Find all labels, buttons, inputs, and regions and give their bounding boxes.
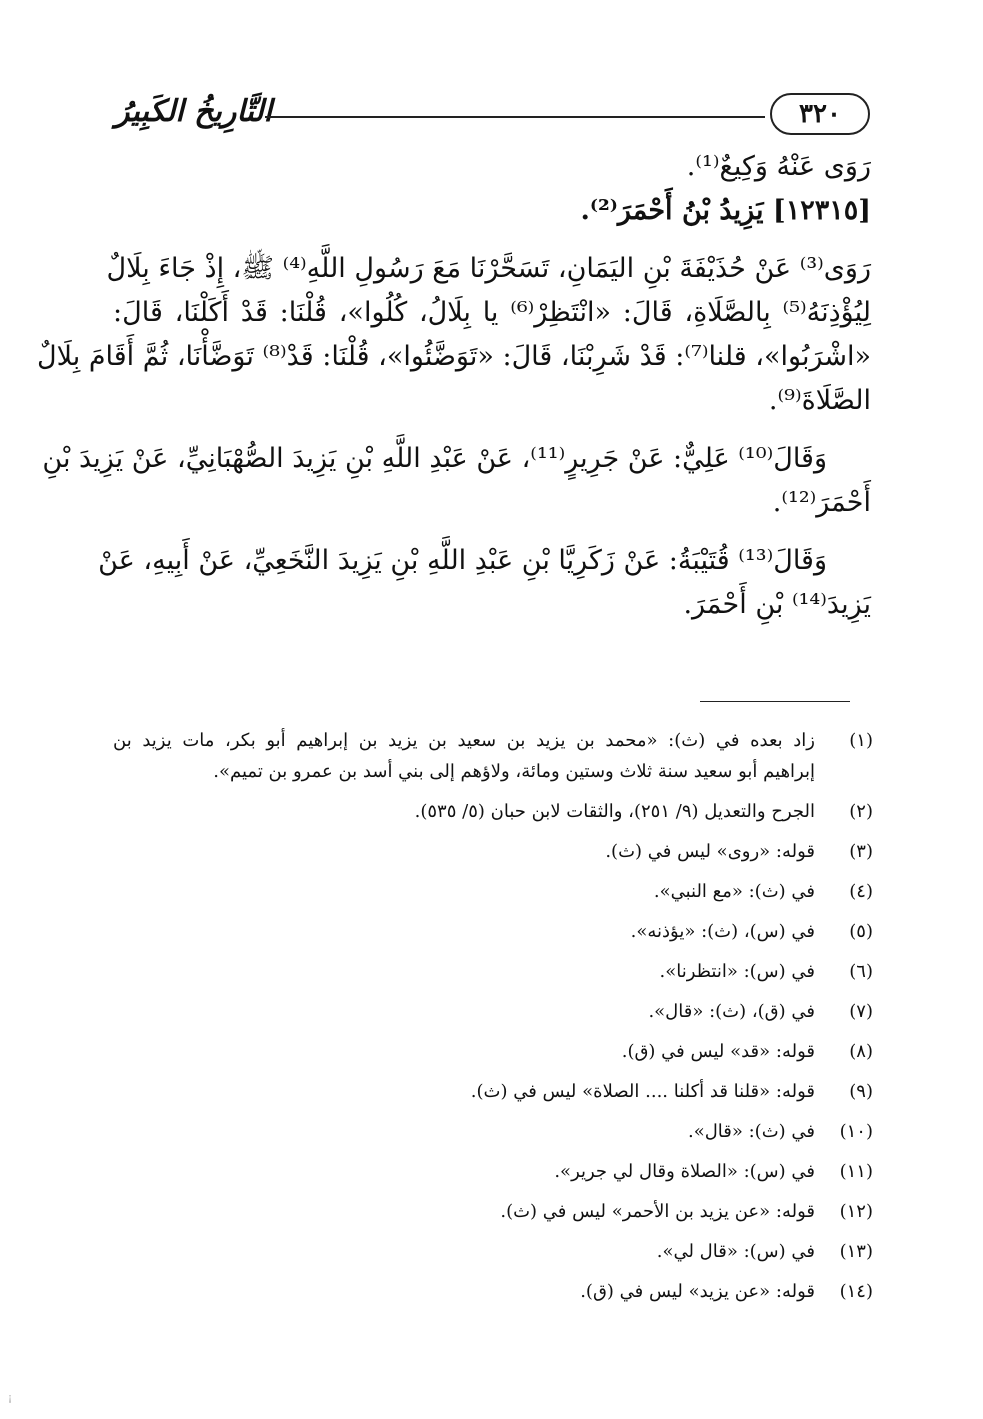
page-header [115, 92, 870, 142]
footnote-line: زاد بعده في (ث): «محمد بن يزيد بن سعيد بن يزيد بن إبراهيم أبو بكر، مات يزيد بن [113, 730, 815, 751]
footnote-text: قوله: «عن يزيد» ليس في (ق). [580, 1281, 815, 1302]
footnote [113, 1076, 873, 1107]
footnote-separator [700, 701, 850, 702]
footnote-text: في (س): «قال لي». [656, 1241, 815, 1262]
corner-mark: ¡ [8, 1393, 13, 1404]
footnote-text: في (س): «الصلاة وقال لي جرير». [554, 1161, 815, 1182]
footnote-number: (١٤) [839, 1281, 873, 1302]
footnote [113, 1036, 873, 1067]
footnote-line: إبراهيم أبو سعيد سنة ثلاث وستين ومائة، ولاؤهم إلى بني أسد بن عمرو بن تميم». [213, 761, 815, 782]
footnote-number: (٢) [849, 801, 873, 822]
footnote-number: (١٢) [839, 1201, 873, 1222]
footnote-number: (٨) [849, 1041, 873, 1062]
footnote [113, 725, 873, 787]
footnote-number: (٣) [849, 841, 873, 862]
footnote-text: قوله: «عن يزيد بن الأحمر» ليس في (ث). [500, 1201, 815, 1222]
footnote-number: (٤) [849, 881, 873, 902]
text-line: يَزِيدَ⁽¹⁴⁾ بْنِ أَحْمَرَ. [683, 589, 871, 620]
book-title: التَّارِيخُ الكَبِيرُ [115, 94, 273, 129]
main-text [37, 145, 871, 627]
entry-heading: [١٢٣١٥] يَزِيدُ بْنُ أَحْمَرَ⁽²⁾. [580, 195, 871, 226]
text-line: رَوَى عَنْهُ وَكِيعٌ⁽¹⁾. [686, 151, 871, 182]
footnote-text: في (ق)، (ث): «قال». [648, 1001, 815, 1022]
footnote-number: (٥) [849, 921, 873, 942]
footnote [113, 876, 873, 907]
footnote [113, 1196, 873, 1227]
footnote [113, 916, 873, 947]
footnote-number: (١١) [839, 1161, 873, 1182]
text-line: لِيُؤْذِنَهُ⁽⁵⁾ بِالصَّلَاةِ، قَالَ: «انْتَظِرْ⁽⁶⁾ يا بِلَالُ، كُلُوا»، قُلْنَا: قَدْ أَكَلْنَا، قَالَ: [113, 297, 871, 328]
text-line: وَقَالَ⁽¹⁰⁾ عَلِيٌّ: عَنْ جَرِيرٍ⁽¹¹⁾، عَنْ عَبْدِ اللَّهِ بْنِ يَزِيدَ الصُّهْبَانِيِّ، عَنْ يَزِيدَ بْنِ [42, 443, 827, 474]
footnotes [113, 725, 873, 1316]
text-line: رَوَى⁽³⁾ عَنْ حُذَيْفَةَ بْنِ اليَمَانِ، تَسَحَّرْنَا مَعَ رَسُولِ اللَّهِ⁽⁴⁾ ﷺ، إِذْ جَاءَ بِلَالٌ [106, 253, 871, 284]
footnote [113, 1236, 873, 1267]
footnote [113, 956, 873, 987]
footnote [113, 1116, 873, 1147]
text-line: الصَّلَاةَ⁽⁹⁾. [768, 385, 871, 416]
text-line: أَحْمَرَ⁽¹²⁾. [772, 487, 871, 518]
footnote-text: في (ث): «مع النبي». [653, 881, 815, 902]
footnote-number: (٩) [849, 1081, 873, 1102]
footnote [113, 1276, 873, 1307]
footnote-text: قوله: «قلنا قد أكلنا .... الصلاة» ليس في (ث). [470, 1081, 815, 1102]
footnote-number: (١٠) [839, 1121, 873, 1142]
footnote-text: الجرح والتعديل (٩/ ٢٥١)، والثقات لابن حبان (٥/ ٥٣٥). [414, 801, 815, 822]
text-line: «اشْرَبُوا»، قلنا⁽⁷⁾: قَدْ شَرِبْنَا، قَالَ: «تَوَضَّئُوا»، قُلْنَا: قَدْ⁽⁸⁾ تَوَضَّأْنَا، ثُمَّ أَقَامَ بِلَالٌ [37, 341, 871, 372]
page-number-badge: ٣٢٠ [770, 93, 870, 135]
footnote-text: في (س)، (ث): «يؤذنه». [630, 921, 815, 942]
footnote-text [113, 725, 815, 787]
footnote-text: قوله: «قد» ليس في (ق). [621, 1041, 815, 1062]
footnote-number: (١٣) [839, 1241, 873, 1262]
footnote-number: (٦) [849, 961, 873, 982]
footnote-number: (١) [849, 730, 873, 751]
footnote-text: قوله: «روى» ليس في (ث). [605, 841, 815, 862]
footnote-number: (٧) [849, 1001, 873, 1022]
header-rule [265, 116, 765, 118]
text-line: وَقَالَ⁽¹³⁾ قُتَيْبَةُ: عَنْ زَكَرِيَّا بْنِ عَبْدِ اللَّهِ بْنِ يَزِيدَ النَّخَعِيِّ، عَنْ أَبِيهِ، عَنْ [98, 545, 827, 576]
footnote-text: في (ث): «قال». [687, 1121, 815, 1142]
footnote [113, 796, 873, 827]
footnote [113, 836, 873, 867]
footnote [113, 996, 873, 1027]
footnote-text: في (س): «انتظرنا». [659, 961, 815, 982]
footnote [113, 1156, 873, 1187]
